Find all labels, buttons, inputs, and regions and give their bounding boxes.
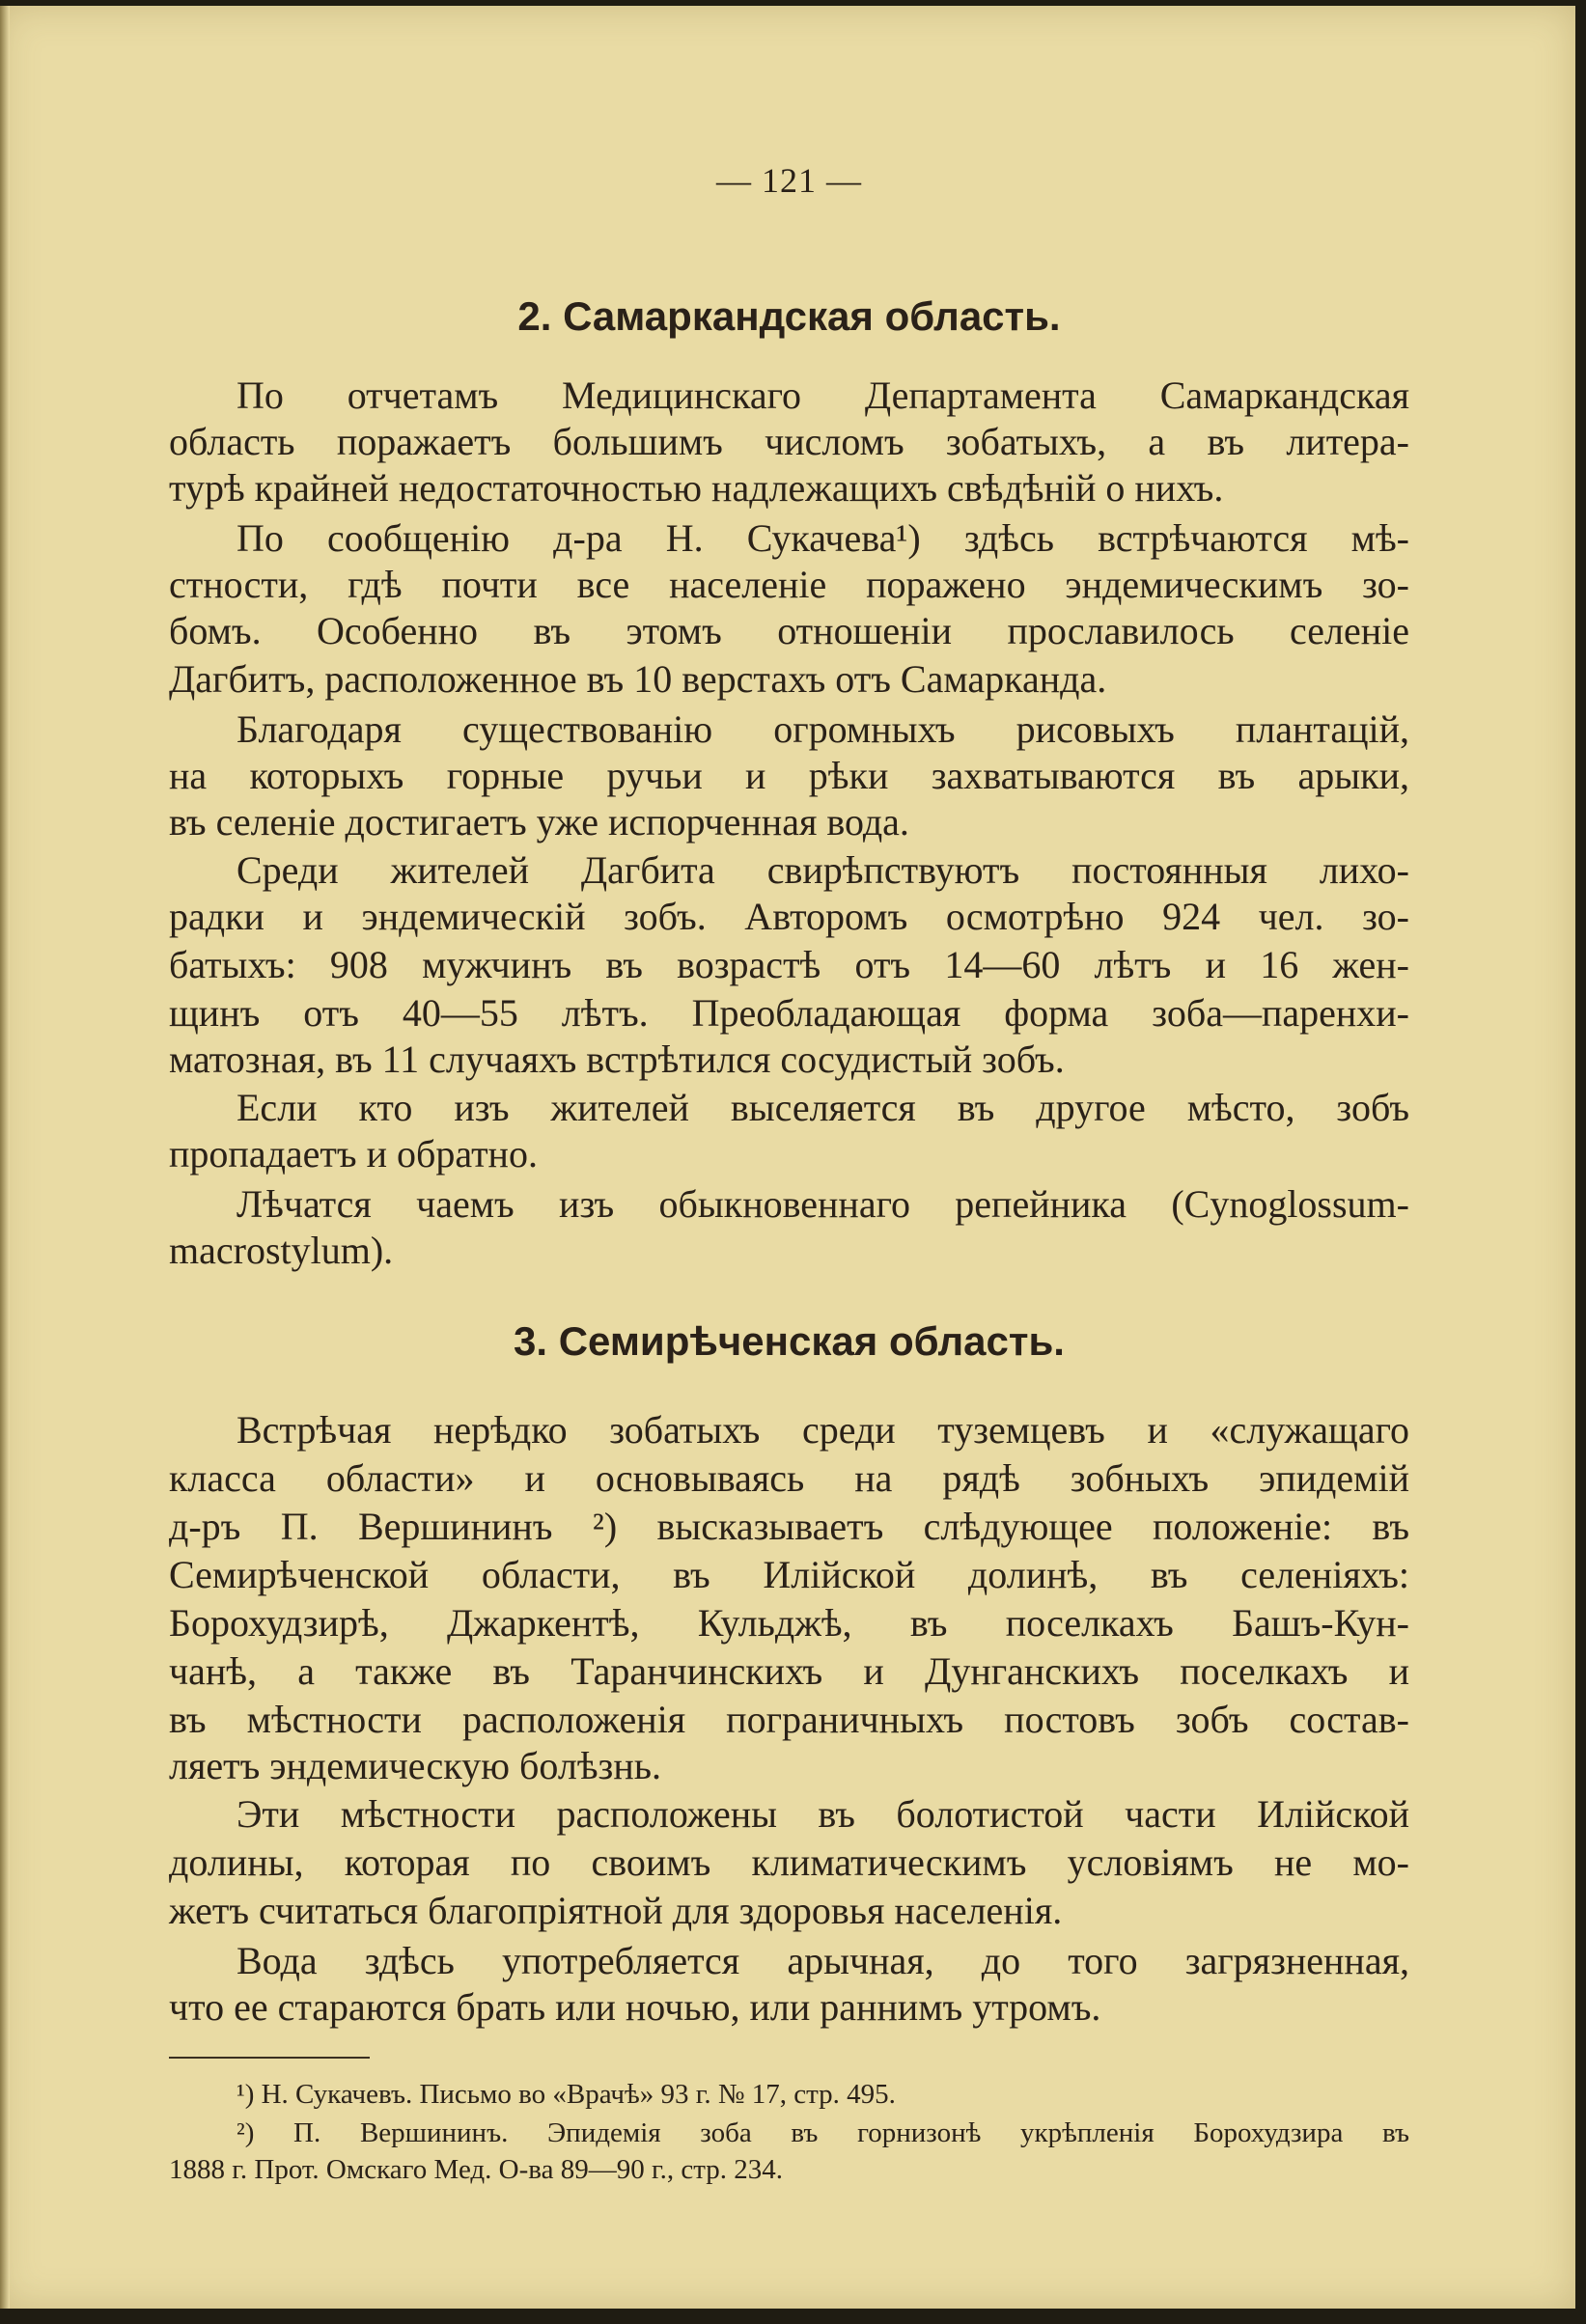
text-line: турѣ крайней недостаточностью надлежащихъ свѣдѣній о нихъ. — [169, 466, 1224, 510]
text-line: Эти мѣстности расположены въ болотистой части Илійской — [237, 1792, 1409, 1836]
text-line: въ мѣстности расположенія пограничныхъ постовъ зобъ состав- — [169, 1698, 1409, 1741]
footnote-1: ¹) Н. Сукачевъ. Письмо во «Врачѣ» 93 г. № 17, стр. 495. — [237, 2079, 896, 2110]
text-line: По сообщенію д-ра Н. Сукачева¹) здѣсь встрѣчаются мѣ- — [237, 516, 1409, 560]
text-line: что ее стараются брать или ночью, или раннимъ утромъ. — [169, 1985, 1101, 2029]
text-line: матозная, въ 11 случаяхъ встрѣтился сосудистый зобъ. — [169, 1038, 1065, 1081]
page-spine-shadow — [0, 6, 10, 2309]
page-number: — 121 — — [716, 161, 862, 200]
text-line: стности, гдѣ почти все населеніе поражено эндемическимъ зо- — [169, 563, 1409, 606]
text-line: батыхъ: 908 мужчинъ въ возрастѣ отъ 14—60 лѣтъ и 16 жен- — [169, 943, 1409, 986]
text-line: Если кто изъ жителей выселяется въ другое мѣсто, зобъ — [237, 1086, 1409, 1129]
text-line: жетъ считаться благопріятной для здоровья населенія. — [169, 1889, 1063, 1932]
text-line: класса области» и основываясь на рядѣ зобныхъ эпидемій — [169, 1456, 1409, 1500]
text-line: область поражаетъ большимъ числомъ зобатыхъ, а въ литера- — [169, 420, 1409, 463]
text-line: Борохудзирѣ, Джаркентѣ, Кульджѣ, въ поселкахъ Башъ-Кун- — [169, 1601, 1409, 1645]
book-page — [0, 6, 1575, 2309]
text-line: на которыхъ горные ручьи и рѣки захватываются въ арыки, — [169, 754, 1409, 797]
text-line: Лѣчатся чаемъ изъ обыкновеннаго репейника (Cynoglossum- — [237, 1182, 1409, 1226]
section-heading-samarkand: 2. Самаркандская область. — [517, 293, 1061, 339]
footnote-divider — [169, 2057, 370, 2059]
footnote-2-continued: 1888 г. Прот. Омскаго Мед. О-ва 89—90 г., стр. 234. — [169, 2154, 783, 2185]
text-line: долины, которая по своимъ климатическимъ условіямъ не мо- — [169, 1840, 1409, 1884]
text-line: въ селеніе достигаетъ уже испорченная вода. — [169, 800, 909, 844]
section-heading-semirechensk: 3. Семирѣченская область. — [514, 1318, 1065, 1364]
text-line: щинъ отъ 40—55 лѣтъ. Преобладающая форма зоба—паренхи- — [169, 991, 1409, 1035]
text-line: Благодаря существованію огромныхъ рисовыхъ плантацій, — [237, 707, 1409, 751]
text-line: бомъ. Особенно въ этомъ отношеніи прославилось селеніе — [169, 609, 1409, 652]
text-line-dagbit: Дагбитъ, расположенное въ 10 верстахъ отъ Самарканда. — [169, 657, 1107, 701]
text-line: ляетъ эндемическую болѣзнь. — [169, 1744, 661, 1787]
text-line: радки и эндемическій зобъ. Авторомъ осмотрѣно 924 чел. зо- — [169, 895, 1409, 938]
text-line: чанѣ, а также въ Таранчинскихъ и Дунганскихъ поселкахъ и — [169, 1649, 1409, 1693]
text-line: macrostylum). — [169, 1229, 394, 1272]
text-line: пропадаетъ и обратно. — [169, 1132, 538, 1176]
text-line: д-ръ П. Вершининъ ²) высказываетъ слѣдующее положеніе: въ — [169, 1505, 1409, 1548]
text-line: Вода здѣсь употребляется арычная, до того загрязненная, — [237, 1939, 1409, 1982]
text-line: По отчетамъ Медицинскаго Департамента Самаркандская — [237, 374, 1409, 417]
footnote-2: ²) П. Вершининъ. Эпидемія зоба въ горнизонѣ укрѣпленія Борохудзира въ — [237, 2117, 1409, 2148]
text-line: Семирѣченской области, въ Илійской долинѣ, въ селеніяхъ: — [169, 1553, 1409, 1596]
text-line: Встрѣчая нерѣдко зобатыхъ среди туземцевъ и «служащаго — [237, 1408, 1409, 1452]
text-line: Среди жителей Дагбита свирѣпствуютъ постоянныя лихо- — [237, 848, 1409, 892]
